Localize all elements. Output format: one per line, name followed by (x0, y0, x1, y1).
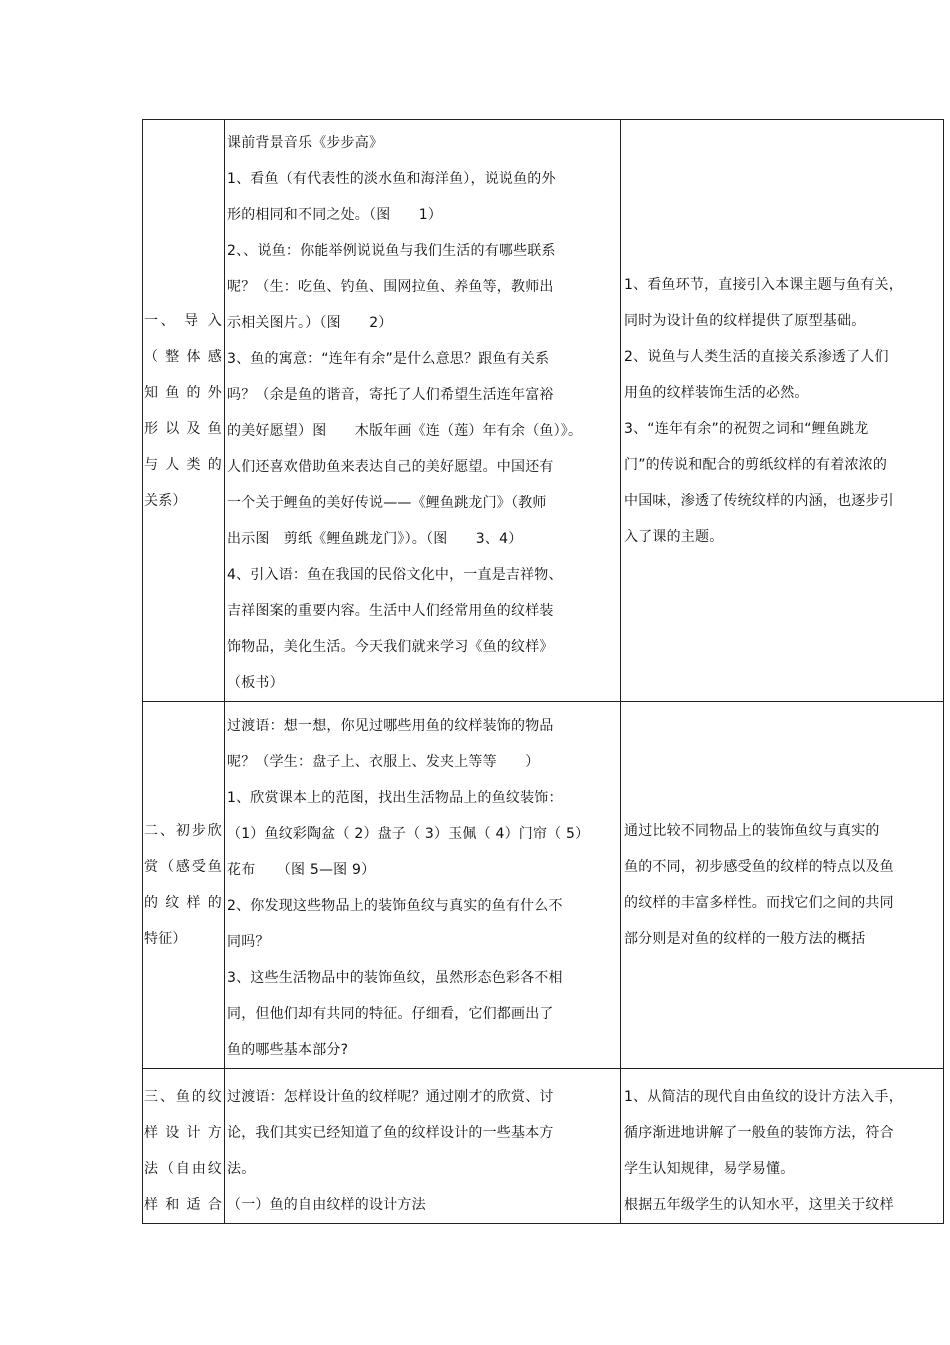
content-cell (225, 1069, 621, 1224)
intent-line: 中国味，渗透了传统纹样的内涵，也逐步引 (624, 492, 894, 509)
design-intent-cell (621, 120, 944, 702)
content-line: （板书） (227, 675, 284, 691)
content-line: 4、引入语：鱼在我国的民俗文化中，一直是吉祥物、 (227, 567, 563, 583)
design-intent-cell (621, 702, 944, 1069)
stage-cell (143, 702, 225, 1069)
intent-line: 入了课的主题。 (624, 528, 724, 545)
stage-line: （ 整 体 感 (144, 348, 222, 365)
intent-line: 同时为设计鱼的纹样提供了原型基础。 (624, 312, 866, 329)
content-line: 2、你发现这些物品上的装饰鱼纹与真实的鱼有什么不 (227, 898, 563, 914)
content-line: 2、、说鱼：你能举例说说鱼与我们生活的有哪些联系 (227, 243, 556, 259)
content-line: （1）鱼纹彩陶盆（ 2）盘子（ 3）玉佩（ 4）门帘（ 5） (227, 826, 590, 842)
stage-line: 一、 导 入 (144, 312, 222, 329)
stage-line: 特征） (144, 931, 187, 947)
stage-line: 的 纹 样 的 (144, 895, 222, 911)
content-line: 过渡语：怎样设计鱼的纹样呢？通过刚才的欣赏、讨 (227, 1089, 554, 1105)
intent-line: 学生认知规律，易学易懂。 (624, 1161, 795, 1177)
intent-line: 鱼的不同，初步感受鱼的纹样的特点以及鱼 (624, 859, 894, 875)
content-line: 3、这些生活物品中的装饰鱼纹，虽然形态色彩各不相 (227, 970, 563, 986)
intent-line: 的纹样的丰富多样性。而找它们之间的共同 (624, 895, 894, 911)
stage-line: 形 以 及 鱼 (144, 420, 222, 437)
lesson-plan-table (142, 119, 944, 1224)
stage-line: 知 鱼 的 外 (144, 384, 222, 401)
content-line: 鱼的哪些基本部分? (227, 1042, 349, 1058)
content-line: 示相关图片。）（图 2） (227, 315, 393, 331)
stage-line: 样 设 计 方 (144, 1125, 222, 1141)
content-line: 呢？（学生：盘子上、衣服上、发夹上等等 ） (227, 754, 540, 770)
stage-line: 法（自由纹 (144, 1161, 222, 1177)
content-line: 同吗？ (227, 934, 270, 950)
intent-line: 部分则是对鱼的纹样的一般方法的概括 (624, 931, 866, 947)
content-line: 出示图 剪纸《鲤鱼跳龙门》）。（图 3、4） (227, 531, 523, 547)
content-line: 人们还喜欢借助鱼来表达自己的美好愿望。中国还有 (227, 459, 554, 475)
intent-line: 根据五年级学生的认知水平，这里关于纹样 (624, 1197, 894, 1213)
intent-line: 循序渐进地讲解了一般鱼的装饰方法，符合 (624, 1125, 894, 1141)
intent-line: 用鱼的纹样装饰生活的必然。 (624, 384, 809, 401)
content-line: （一）鱼的自由纹样的设计方法 (227, 1197, 426, 1213)
table-row (143, 120, 944, 702)
design-intent-cell (621, 1069, 944, 1224)
stage-line: 赏（感受鱼 (144, 859, 222, 875)
content-line: 1、欣赏课本上的范图，找出生活物品上的鱼纹装饰： (227, 790, 563, 806)
content-line: 法。 (227, 1161, 256, 1177)
stage-cell (143, 120, 225, 702)
content-line: 吉祥图案的重要内容。生活中人们经常用鱼的纹样装 (227, 603, 554, 619)
content-line: 论，我们其实已经知道了鱼的纹样设计的一些基本方 (227, 1125, 554, 1141)
stage-cell (143, 1069, 225, 1224)
content-line: 3、鱼的寓意：“连年有余”是什么意思？跟鱼有关系 (227, 351, 550, 367)
content-line: 饰物品，美化生活。今天我们就来学习《鱼的纹样》 (227, 639, 554, 655)
stage-line: 二、初步欣 (144, 823, 222, 839)
intent-line: 3、“连年有余”的祝贺之词和“鲤鱼跳龙 (624, 420, 869, 437)
content-line: 同，但他们却有共同的特征。仔细看，它们都画出了 (227, 1006, 554, 1022)
table-row (143, 1069, 944, 1224)
stage-line: 与 人 类 的 (144, 456, 222, 473)
intent-line: 1、看鱼环节，直接引入本课主题与鱼有关， (624, 276, 903, 293)
stage-line: 关系） (144, 492, 187, 509)
content-line: 形的相同和不同之处。（图 1） (227, 207, 443, 223)
stage-line: 样 和 适 合 (144, 1197, 222, 1213)
content-line: 1、看鱼（有代表性的淡水鱼和海洋鱼），说说鱼的外 (227, 171, 556, 187)
intent-line: 通过比较不同物品上的装饰鱼纹与真实的 (624, 823, 880, 839)
content-line: 花布 （图 5—图 9） (227, 862, 376, 878)
intent-line: 1、从简洁的现代自由鱼纹的设计方法入手， (624, 1089, 903, 1105)
content-cell (225, 702, 621, 1069)
intent-line: 2、说鱼与人类生活的直接关系渗透了人们 (624, 348, 889, 365)
intent-line: 门”的传说和配合的剪纸纹样的有着浓浓的 (624, 456, 888, 473)
content-line: 一个关于鲤鱼的美好传说——《鲤鱼跳龙门》（教师 (227, 495, 547, 511)
content-line: 吗？（余是鱼的谐音，寄托了人们希望生活连年富裕 (227, 387, 554, 403)
content-line: 的美好愿望）图 木版年画《连（莲）年有余（鱼）》。 (227, 423, 583, 439)
content-line: 课前背景音乐《步步高》 (227, 135, 384, 151)
table-row (143, 702, 944, 1069)
content-line: 呢？（生：吃鱼、钓鱼、围网拉鱼、养鱼等，教师出 (227, 279, 554, 295)
content-cell (225, 120, 621, 702)
stage-line: 三、鱼的纹 (144, 1089, 222, 1105)
content-line: 过渡语：想一想，你见过哪些用鱼的纹样装饰的物品 (227, 718, 554, 734)
